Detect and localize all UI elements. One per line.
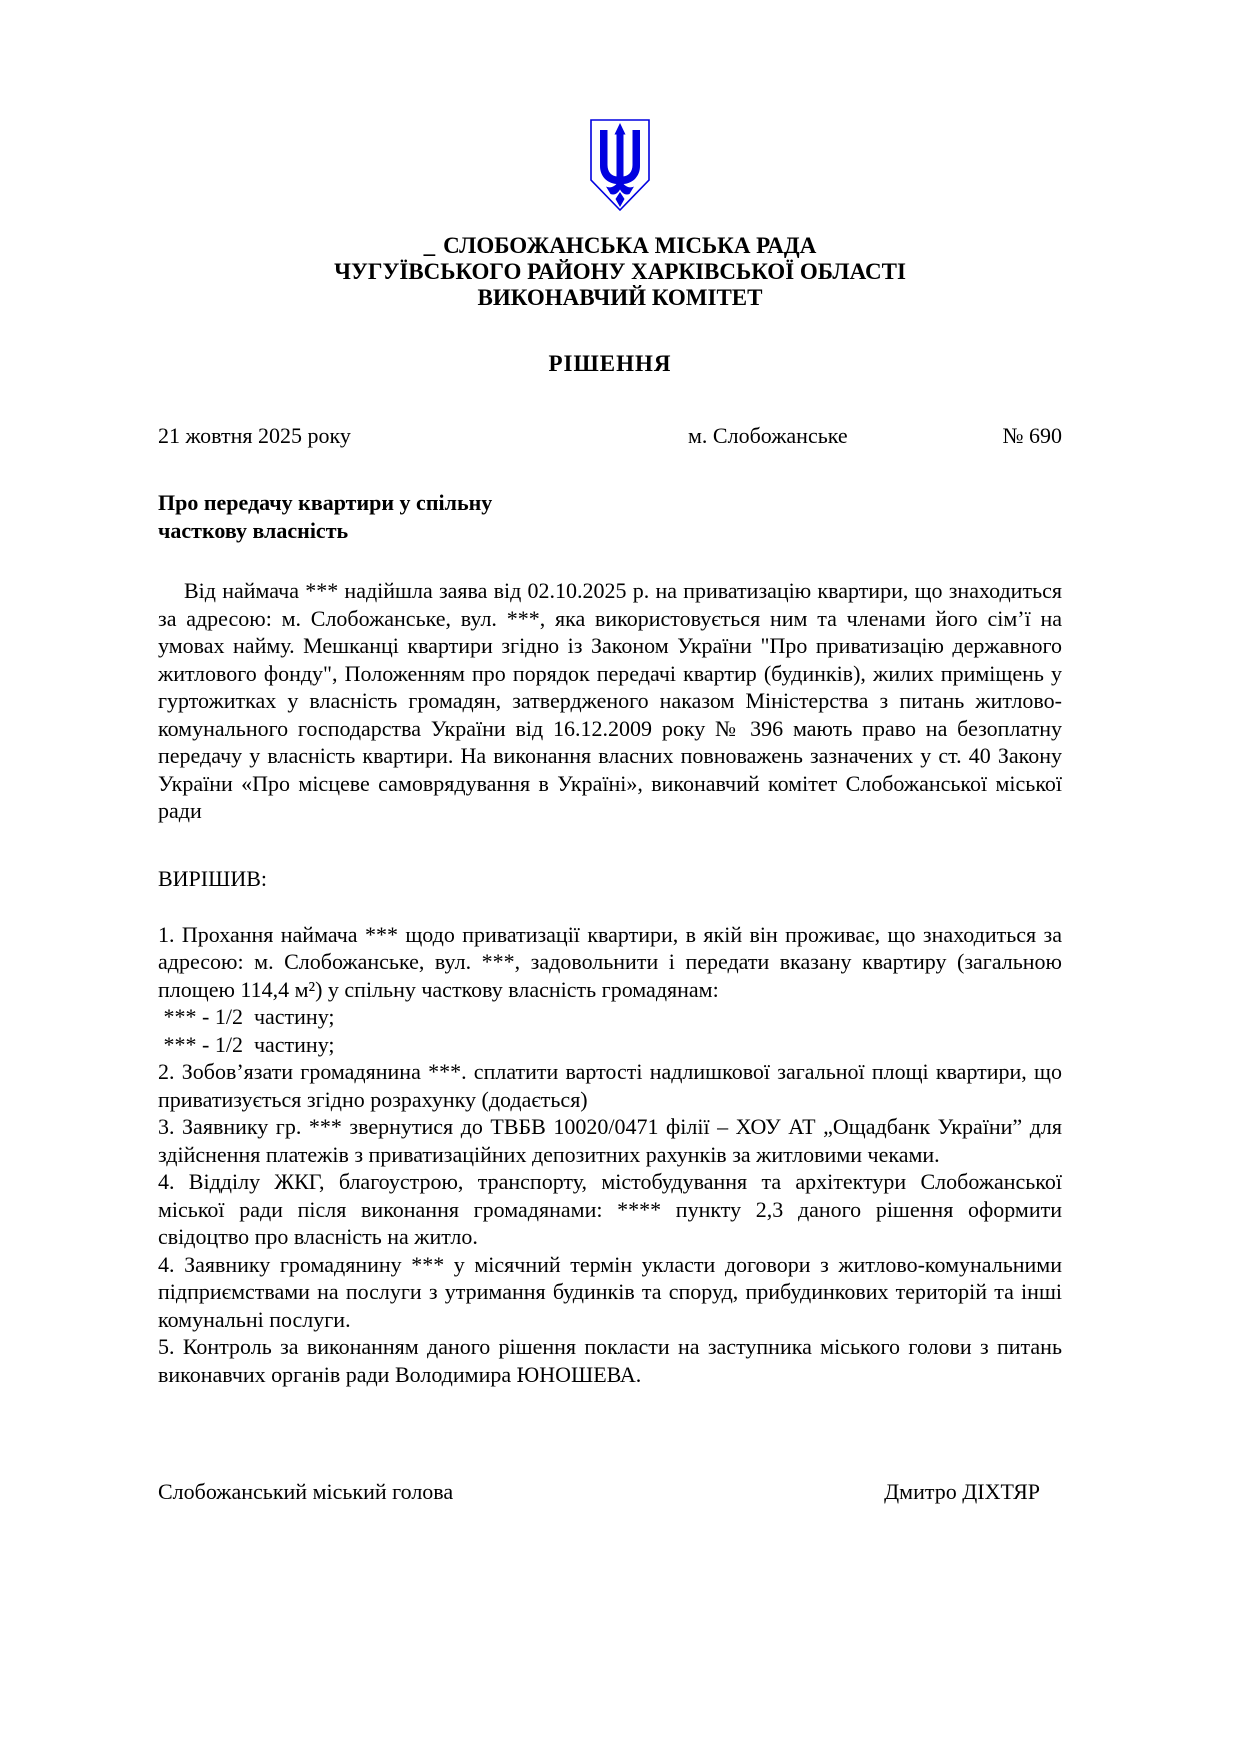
resolution-item-3: 3. Заявнику гр. *** звернутися до ТВБВ 10020/0471 філії – ХОУ АТ „Ощадбанк України” для здійснення платежів з приватизаційних депозитних рахунків за житловими чеками. <box>158 1114 1062 1167</box>
org-name-line <box>0 233 1240 259</box>
signature-row <box>158 1479 1040 1505</box>
resolution-item-5: 5. Контроль за виконанням даного рішення покласти на заступника міського голови з питань виконавчих органів ради Володимира ЮНОШЕВА. <box>158 1334 1062 1387</box>
stray-underscore-mark: _ <box>423 233 436 258</box>
org-district-line: ЧУГУЇВСЬКОГО РАЙОНУ ХАРКІВСЬКОЇ ОБЛАСТІ <box>334 259 906 284</box>
org-committee-line: ВИКОНАВЧИЙ КОМІТЕТ <box>477 285 763 310</box>
document-number: № 690 <box>1002 423 1062 448</box>
org-name: СЛОБОЖАНСЬКА МІСЬКА РАДА <box>443 233 817 258</box>
document-type-title: РІШЕННЯ <box>548 351 672 376</box>
document-place: м. Слобожанське <box>688 423 848 448</box>
resolution-subitem-share-1: *** - 1/2 частину; <box>158 1004 335 1029</box>
resolution-item-4b: 4. Заявнику громадянину *** у місячний термін укласти договори з житлово-комунальними підприємствами на послуги з утримання будинків та споруд, прибудинкових територій та інші комунальні послуги. <box>158 1251 1062 1332</box>
organization-header <box>0 233 1240 311</box>
resolution-subitem-share-2: *** - 1/2 частину; <box>158 1031 335 1057</box>
ukraine-trident-emblem-icon <box>587 118 653 214</box>
signature-name: Дмитро ДІХТЯР <box>884 1479 1040 1504</box>
resolved-label: ВИРІШИВ: <box>158 865 267 891</box>
resolution-item-4a: 4. Відділу ЖКГ, благоустрою, транспорту, містобудування та архітектури Слобожанської міської ради після виконання громадянами: **** пункту 2,3 даного рішення оформити свідоцтво про власність на житло. <box>158 1169 1062 1249</box>
subject-line-2: часткову власність <box>158 518 349 543</box>
signature-title: Слобожанський міський голова <box>158 1479 454 1504</box>
document-body <box>158 577 1062 825</box>
resolution-item-1: 1. Прохання наймача *** щодо приватизації квартири, в якій він проживає, що знаходиться за адресою: м. Слобожанське, вул. ***, задовольнити і передати вказану квартиру (загальною площею 114,4 м²) у спільну часткову власність громадянам: <box>158 921 1062 1002</box>
document-subject <box>158 489 1062 545</box>
subject-line-1: Про передачу квартири у спільну <box>158 490 493 515</box>
emblem-container <box>0 0 1240 219</box>
document-meta-row <box>158 423 1062 449</box>
resolution-items <box>158 921 1062 1389</box>
resolution-item-2: 2. Зобов’язати громадянина ***. сплатити вартості надлишкової загальної площі квартири, що приватизується згідно розрахунку (додається) <box>158 1059 1062 1112</box>
document-date: 21 жовтня 2025 року <box>158 423 351 448</box>
intro-paragraph: Від наймача *** надійшла заява від 02.10.2025 р. на приватизацію квартири, що знаходиться за адресою: м. Слобожанське, вул. ***, яка використовується ним та членами його сім’ї на умовах найму. Мешканці квартири згідно із Законом України "Про приватизацію державного житлового фонду", Положенням про порядок передачі квартир (будинків), жилих приміщень у гуртожитках у власність громадян, затвердженого наказом Міністерства з питань житлово-комунального господарства України від 16.12.2009 року № 396 мають право на безоплатну передачу у власність квартири. На виконання власних повноважень зазначених у ст. 40 Закону України «Про місцеве самоврядування в Україні», виконавчий комітет Слобожанської міської ради <box>158 578 1062 823</box>
